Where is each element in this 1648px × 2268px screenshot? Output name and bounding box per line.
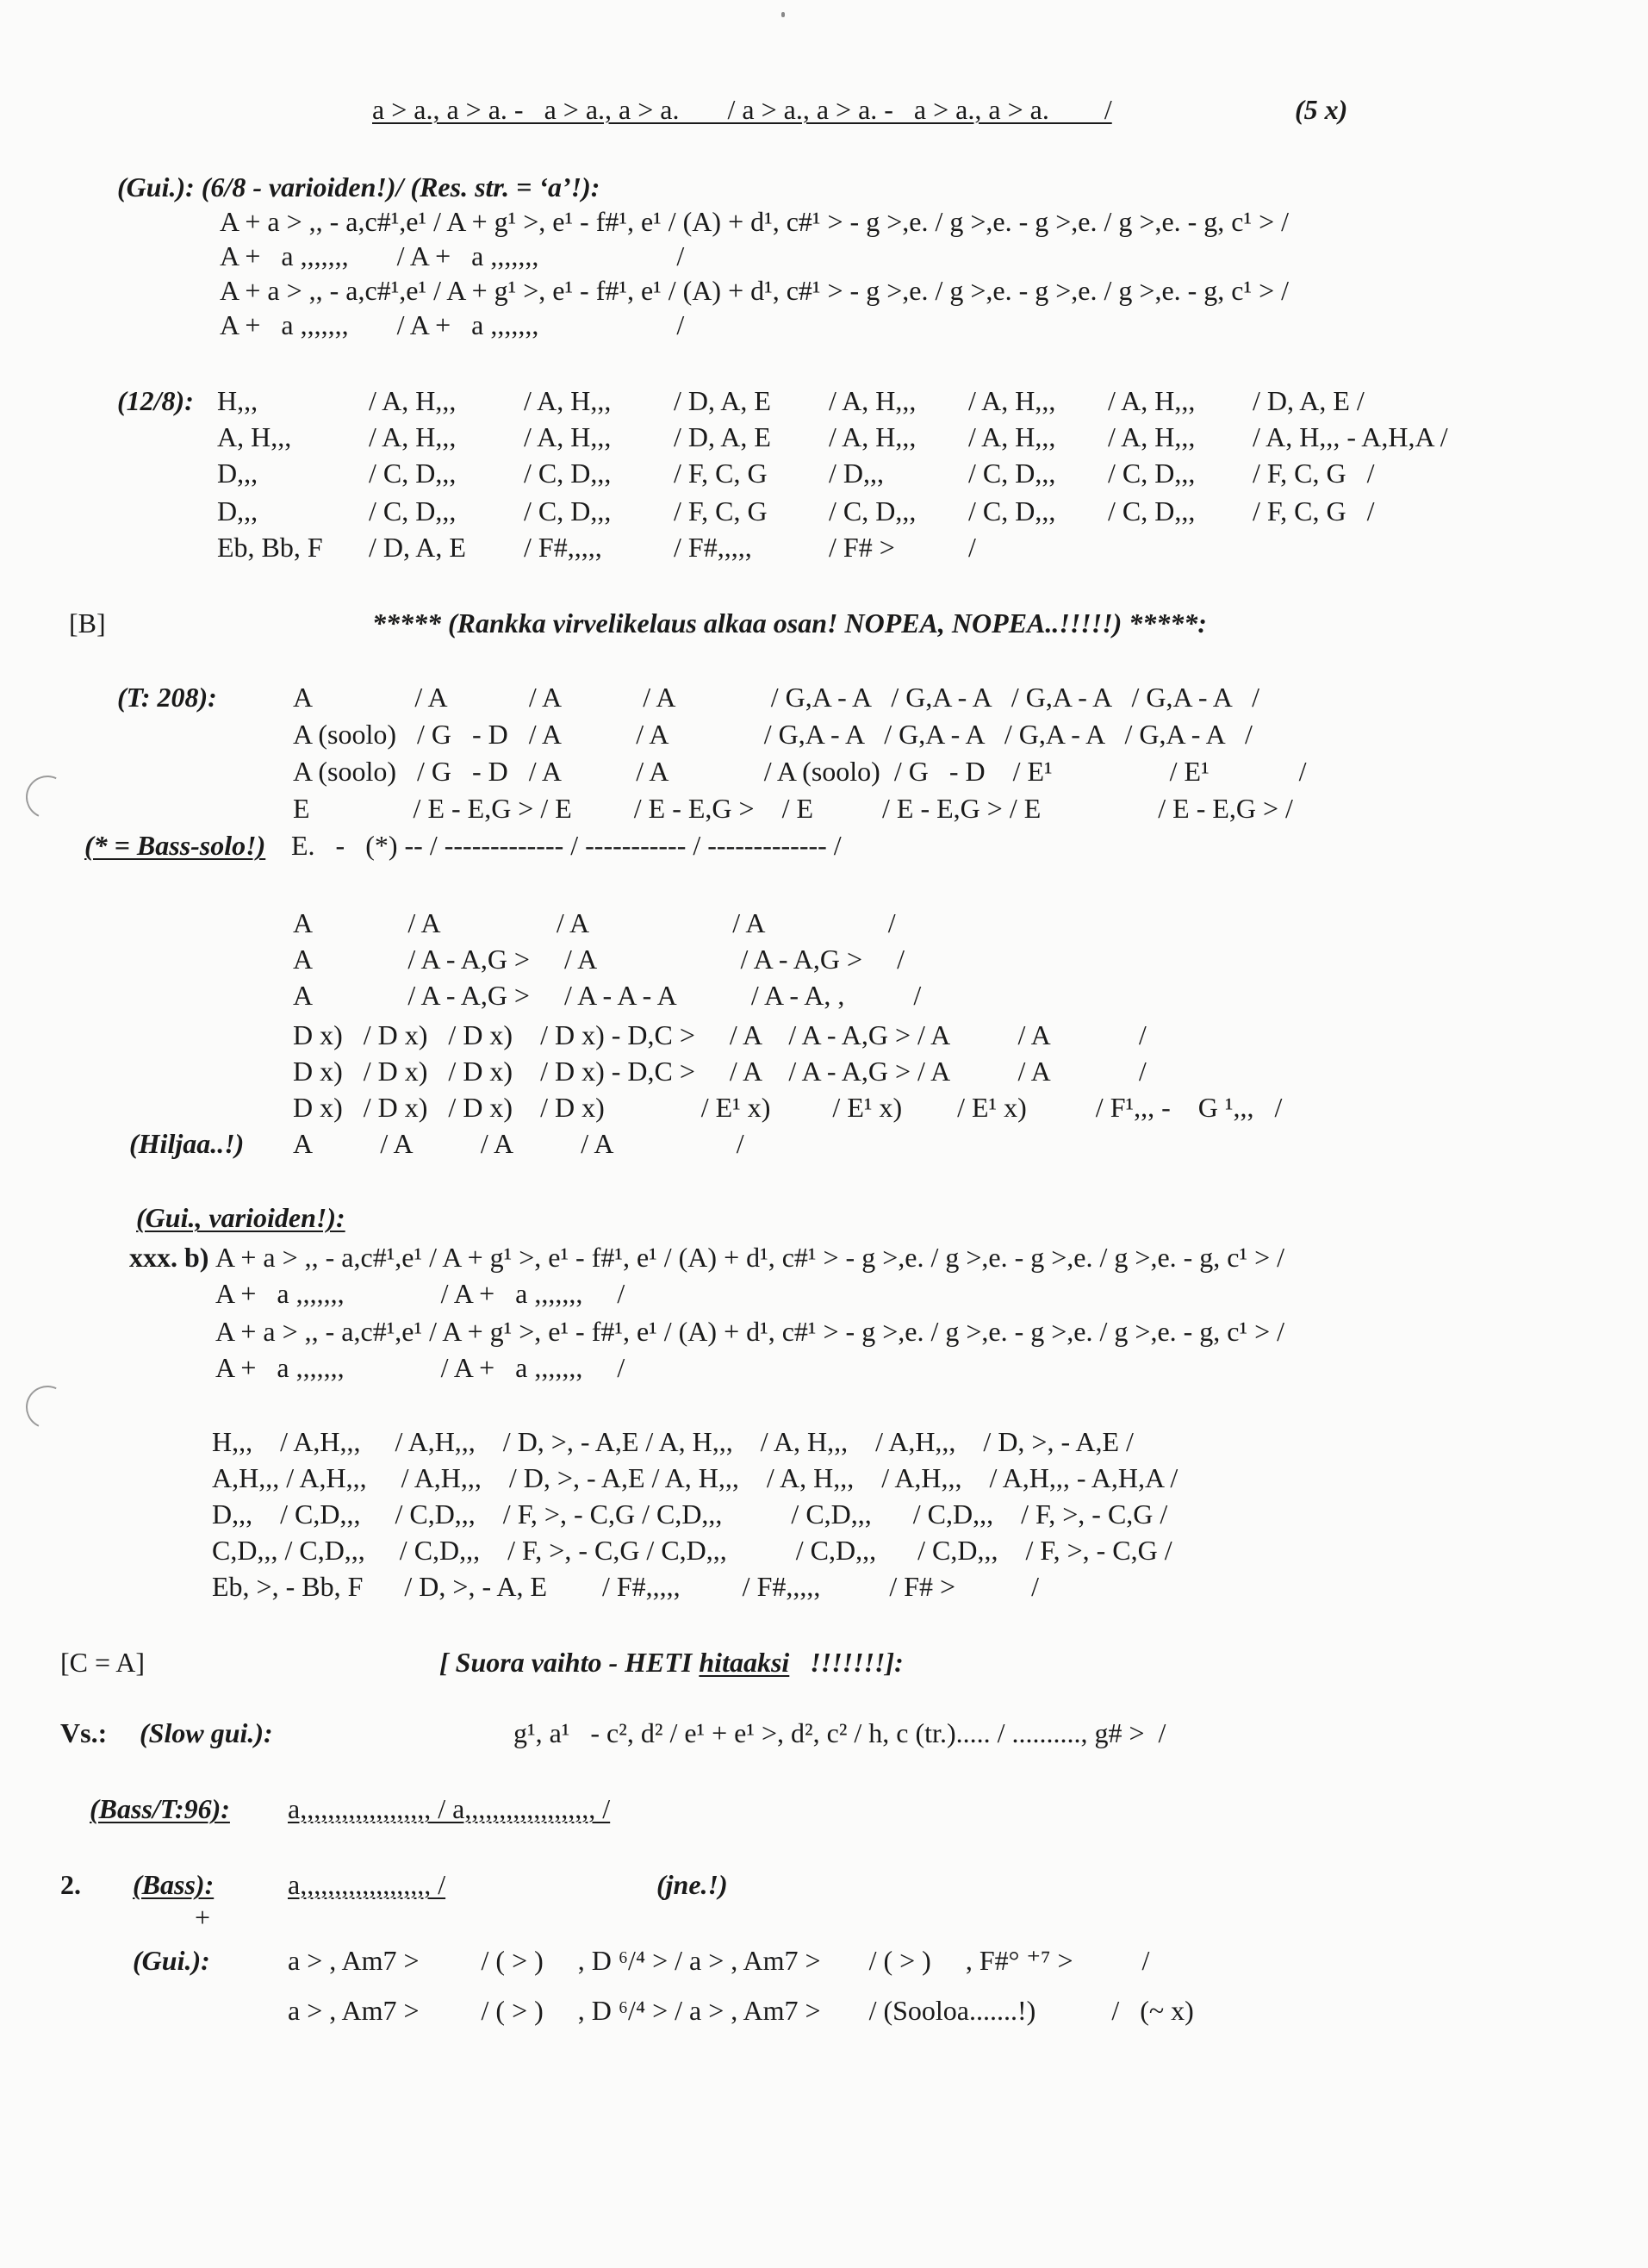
section-b-line: A / A / A / A / G,A - A / G,A - A / G,A - A / G,A - A / bbox=[293, 682, 1259, 713]
chord-cell: / C, D,,, bbox=[1108, 495, 1196, 526]
slow-gui-label: (Slow gui.): bbox=[140, 1717, 273, 1748]
section-b-line: A (soolo) / G - D / A / A / A (soolo) / G - D / E¹ / E¹ / bbox=[293, 756, 1307, 787]
chord-cell: / bbox=[968, 532, 976, 563]
chord-cell: / D, A, E bbox=[674, 421, 771, 452]
section-h-line: A,H,,, / A,H,,, / A,H,,, / D, >, - A,E / A, H,,, / A, H,,, / A,H,,, / A,H,,, - A,H,A / bbox=[212, 1462, 1178, 1493]
gui1-line: A + a ,,,,,,, / A + a ,,,,,,, / bbox=[220, 309, 685, 340]
section-c-title bbox=[439, 1646, 904, 1679]
section-2-gui-label: (Gui.): bbox=[133, 1945, 210, 1976]
slow-gui-line: g¹, a¹ - c², d² / e¹ + e¹ >, d², c² / h, c (tr.)..... / .........., g# > / bbox=[513, 1717, 1166, 1748]
section-h-line: D,,, / C,D,,, / C,D,,, / F, >, - C,G / C,D,,, / C,D,,, / C,D,,, / F, >, - C,G / bbox=[212, 1498, 1168, 1530]
chord-cell: / C, D,,, bbox=[968, 458, 1056, 489]
gui1-label: (Gui.): (6/8 - varioiden!)/ (Res. str. = ‘a’!): bbox=[117, 171, 600, 202]
chord-cell: / D, A, E bbox=[674, 385, 771, 416]
bass-solo-label: (* = Bass-solo!) bbox=[84, 830, 266, 861]
quiet-line: A / A / A / A / bbox=[293, 1128, 744, 1159]
bass-t96-line: a,,,,,,,,,,,,,,,,,,, / a,,,,,,,,,,,,,,,,,,, / bbox=[288, 1793, 611, 1824]
gui1-line: A + a > ,, - a,c#¹,e¹ / A + g¹ >, e¹ - f#¹, e¹ / (A) + d¹, c#¹ > - g >,e. / g >,e. - g >,e. / g >,e. - g, c¹ > / bbox=[220, 275, 1290, 306]
gui2-label: (Gui., varioiden!): bbox=[136, 1202, 345, 1233]
section-c-title-prefix: [ Suora vaihto - HETI bbox=[439, 1647, 700, 1678]
section-b-title: ***** (Rankka virvelikelaus alkaa osan! NOPEA, NOPEA..!!!!!) *****: bbox=[372, 608, 1207, 639]
chord-cell: / C, D,,, bbox=[829, 495, 917, 526]
chord-cell: / A, H,,, bbox=[968, 421, 1056, 452]
chord-cell: D,,, bbox=[217, 495, 258, 526]
section-a2-line: D x) / D x) / D x) / D x) - D,C > / A / A - A,G > / A / A / bbox=[293, 1019, 1147, 1050]
section-a2-line: A / A - A,G > / A / A - A,G > / bbox=[293, 944, 905, 975]
punch-hole-mark bbox=[20, 770, 75, 825]
chord-cell: / F, C, G / bbox=[1253, 458, 1375, 489]
chord-cell: / A, H,,, bbox=[369, 421, 457, 452]
section-2-gui-line: a > , Am7 > / ( > ) , D ⁶/⁴ > / a > , Am7 > / ( > ) , F#° ⁺⁷ > / bbox=[288, 1945, 1150, 1976]
chord-cell: / A, H,,, - A,H,A / bbox=[1253, 421, 1448, 452]
section-2-gui-line: a > , Am7 > / ( > ) , D ⁶/⁴ > / a > , Am7 > / (Sooloa.......!) / (~ x) bbox=[288, 1995, 1194, 2026]
section-a2-line: D x) / D x) / D x) / D x) / E¹ x) / E¹ x) / E¹ x) / F¹,,, - G ¹,,, / bbox=[293, 1092, 1283, 1123]
bass-t96-label: (Bass/T:96): bbox=[90, 1793, 230, 1824]
gui2-prefix: xxx. b) bbox=[129, 1242, 209, 1273]
section-c-title-underlined: hitaaksi bbox=[699, 1647, 790, 1678]
chord-cell: / A, H,,, bbox=[369, 385, 457, 416]
chord-cell: / D,,, bbox=[829, 458, 884, 489]
chord-cell: / C, D,,, bbox=[369, 495, 457, 526]
section-a2-line: A / A - A,G > / A - A - A / A - A, , / bbox=[293, 980, 922, 1011]
chord-cell: / C, D,,, bbox=[524, 458, 612, 489]
chord-cell: / A, H,,, bbox=[829, 385, 917, 416]
chord-cell: / A, H,,, bbox=[968, 385, 1056, 416]
vs-label: Vs.: bbox=[60, 1717, 108, 1748]
gui2-line: A + a > ,, - a,c#¹,e¹ / A + g¹ >, e¹ - f#¹, e¹ / (A) + d¹, c#¹ > - g >,e. / g >,e. - g >,e. / g >,e. - g, c¹ > / bbox=[215, 1242, 1285, 1273]
header-pattern: a > a., a > a. - a > a., a > a. / a > a., a > a. - a > a., a > a. / bbox=[372, 94, 1112, 125]
section-b-marker: [B] bbox=[69, 608, 106, 639]
bass-solo-line: E. - (*) -- / ------------- / ----------- / ------------- / bbox=[291, 830, 842, 861]
section-2-bass-line: a,,,,,,,,,,,,,,,,,,, / bbox=[288, 1869, 446, 1900]
section-2-jne: (jne.!) bbox=[656, 1869, 728, 1900]
gui1-line: A + a > ,, - a,c#¹,e¹ / A + g¹ >, e¹ - f#¹, e¹ / (A) + d¹, c#¹ > - g >,e. / g >,e. - g >,e. / g >,e. - g, c¹ > / bbox=[220, 206, 1290, 237]
quiet-label: (Hiljaa..!) bbox=[129, 1128, 245, 1159]
gui1-line: A + a ,,,,,,, / A + a ,,,,,,, / bbox=[220, 240, 685, 271]
section-a2-line: A / A / A / A / bbox=[293, 907, 896, 938]
chord-cell: / A, H,,, bbox=[524, 421, 612, 452]
gui2-line: A + a ,,,,,,, / A + a ,,,,,,, / bbox=[215, 1278, 625, 1309]
chord-cell: / F#,,,,, bbox=[674, 532, 752, 563]
chord-cell: / A, H,,, bbox=[524, 385, 612, 416]
chord-cell: / D, A, E bbox=[369, 532, 466, 563]
chord-cell: H,,, bbox=[217, 385, 258, 416]
chord-cell: / F#,,,,, bbox=[524, 532, 602, 563]
section-h-line: C,D,,, / C,D,,, / C,D,,, / F, >, - C,G / C,D,,, / C,D,,, / C,D,,, / F, >, - C,G / bbox=[212, 1535, 1172, 1566]
section-h-line: H,,, / A,H,,, / A,H,,, / D, >, - A,E / A, H,,, / A, H,,, / A,H,,, / D, >, - A,E / bbox=[212, 1426, 1134, 1457]
chord-cell: Eb, Bb, F bbox=[217, 532, 323, 563]
chord-cell: / F, C, G bbox=[674, 495, 768, 526]
section-b-line: E / E - E,G > / E / E - E,G > / E / E - E,G > / E / E - E,G > / bbox=[293, 793, 1293, 824]
section-c-title-suffix: !!!!!!!]: bbox=[789, 1647, 904, 1678]
chord-cell: / A, H,,, bbox=[1108, 385, 1196, 416]
chord-cell: / C, D,,, bbox=[968, 495, 1056, 526]
punch-hole-mark bbox=[20, 1380, 75, 1435]
chord-cell: / F, C, G bbox=[674, 458, 768, 489]
tempo-label: (T: 208): bbox=[117, 682, 217, 713]
gui2-line: A + a > ,, - a,c#¹,e¹ / A + g¹ >, e¹ - f#¹, e¹ / (A) + d¹, c#¹ > - g >,e. / g >,e. - g >,e. / g >,e. - g, c¹ > / bbox=[215, 1316, 1285, 1347]
gui2-line: A + a ,,,,,,, / A + a ,,,,,,, / bbox=[215, 1352, 625, 1383]
section-2-plus: + bbox=[195, 1902, 211, 1933]
chord-cell: / A, H,,, bbox=[829, 421, 917, 452]
chord-cell: / F, C, G / bbox=[1253, 495, 1375, 526]
chord-cell: D,,, bbox=[217, 458, 258, 489]
section-a2-line: D x) / D x) / D x) / D x) - D,C > / A / A - A,G > / A / A / bbox=[293, 1056, 1147, 1087]
chord-cell: / F# > bbox=[829, 532, 895, 563]
section-h-line: Eb, >, - Bb, F / D, >, - A, E / F#,,,,, / F#,,,,, / F# > / bbox=[212, 1571, 1039, 1602]
header-repeat: (5 x) bbox=[1295, 94, 1348, 125]
section-2-bass-label: (Bass): bbox=[133, 1869, 215, 1900]
chord-cell: / C, D,,, bbox=[369, 458, 457, 489]
section-c-marker: [C = A] bbox=[60, 1647, 146, 1678]
chord-cell: / C, D,,, bbox=[524, 495, 612, 526]
chord-cell: / A, H,,, bbox=[1108, 421, 1196, 452]
paper-speck bbox=[781, 12, 785, 17]
chord-cell: / C, D,,, bbox=[1108, 458, 1196, 489]
section-128-label: (12/8): bbox=[117, 385, 194, 416]
chord-cell: / D, A, E / bbox=[1253, 385, 1365, 416]
section-b-line: A (soolo) / G - D / A / A / G,A - A / G,A - A / G,A - A / G,A - A / bbox=[293, 719, 1253, 750]
section-2-number: 2. bbox=[60, 1869, 81, 1900]
chord-cell: A, H,,, bbox=[217, 421, 292, 452]
